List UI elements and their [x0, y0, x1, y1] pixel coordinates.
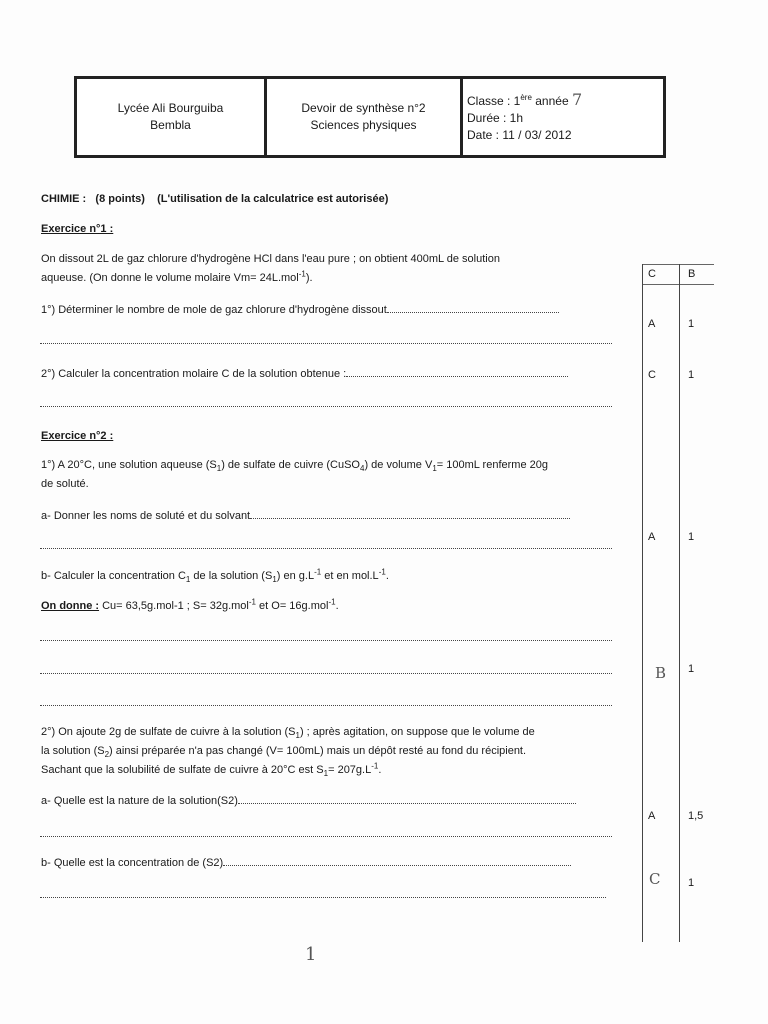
grid-criterion: A: [648, 531, 656, 543]
exercise-2-part2-line2: la solution $(S_2)$ ainsi préparée n'a pas changé (V= 100mL) mais un dépôt resté au fond du récipient.: [41, 745, 527, 760]
exercise-2-question-a: a- Donner les noms de soluté et du solvant: [41, 510, 570, 522]
info-cell: [460, 79, 663, 155]
exercise-2-part2-line3: Sachant que la solubilité de sulfate de cuivre à 20°C est $S_1= 207g.L^{-1}$.: [41, 761, 382, 779]
grid-middle-border: [679, 264, 680, 942]
grid-score: 1: [688, 877, 695, 889]
grid-header-border: [642, 284, 714, 285]
grid-top-border: [642, 264, 714, 265]
grid-score: 1: [688, 318, 695, 330]
class-info: Classe : 1ère année 7: [467, 89, 583, 109]
grid-criterion-handwritten: C: [649, 870, 661, 888]
school-town: Bembla: [150, 118, 191, 132]
exercise-1-question-2: 2°) Calculer la concentration molaire C de la solution obtenue :: [41, 368, 568, 380]
school-cell: [77, 79, 264, 155]
given-values: On donne : Cu= 63,5g.mol-1 ; S= 32g.mol$^{-1}$ et O= 16g.mol$^{-1}$.: [41, 597, 339, 612]
answer-line[interactable]: [40, 673, 612, 674]
school-name: Lycée Ali Bourguiba: [117, 101, 224, 115]
duration-info: Durée : 1h: [467, 110, 524, 125]
grid-column-b-header: B: [688, 268, 696, 280]
answer-line[interactable]: [40, 836, 612, 837]
exercise-2-part2-line1: 2°) On ajoute 2g de sulfate de cuivre à la solution $(S_1)$ ; après agitation, on suppose que le volume de: [41, 726, 535, 741]
class-handwritten: 7: [571, 89, 583, 109]
exam-subject: Sciences physiques: [310, 118, 417, 132]
grid-left-border: [642, 264, 643, 942]
grid-score: 1: [688, 369, 695, 381]
grid-column-c-header: C: [648, 268, 656, 280]
grid-criterion-handwritten: B: [655, 664, 667, 682]
exercise-2-part1-line2: de soluté.: [41, 478, 89, 490]
answer-line[interactable]: [40, 406, 612, 407]
exam-cell: [264, 79, 460, 155]
exercise-1-question-1: 1°) Déterminer le nombre de mole de gaz chlorure d'hydrogène dissout: [41, 304, 559, 316]
exercise-2-part1-line1: 1°) A 20°C, une solution aqueuse $(S_1)$ de sulfate de cuivre (CuSO$_4$) de volume $V_1= 100mL$ renferme 20g: [41, 459, 548, 474]
exam-title: Devoir de synthèse n°2: [301, 101, 426, 115]
exercise-2-question-b2: b- Quelle est la concentration de (S2): [41, 857, 571, 869]
grid-score: 1,5: [688, 810, 704, 822]
section-heading: CHIMIE : (8 points) (L'utilisation de la calculatrice est autorisée): [41, 193, 389, 205]
answer-line[interactable]: [40, 343, 612, 344]
exercise-2-question-b: b- Calculer la concentration $C_1$ de la solution $(S_1)$ en $g.L^{-1}$ et en $mol.L^{-1}$.: [41, 567, 389, 585]
exercise-1-intro-line1: On dissout 2L de gaz chlorure d'hydrogène HCl dans l'eau pure ; on obtient 400mL de solution: [41, 253, 500, 265]
grid-score: 1: [688, 531, 695, 543]
grid-criterion: A: [648, 318, 656, 330]
grid-criterion: A: [648, 810, 656, 822]
date-info: Date : 11 / 03/ 2012: [467, 127, 572, 142]
grid-score: 1: [688, 663, 695, 675]
exercise-1-intro-line2: aqueuse. (On donne le volume molaire Vm= 24L.mol$^{-1}$).: [41, 269, 313, 284]
answer-line[interactable]: [40, 548, 612, 549]
header-table: [74, 76, 666, 158]
answer-line[interactable]: [40, 640, 612, 641]
grid-criterion: C: [648, 369, 656, 381]
answer-line[interactable]: [40, 705, 612, 706]
exercise-2-title: Exercice n°2 :: [41, 430, 114, 442]
exercise-1-title: Exercice n°1 :: [41, 223, 114, 235]
page-number: 1: [305, 944, 317, 965]
answer-line[interactable]: [40, 897, 606, 898]
exercise-2-question-a2: a- Quelle est la nature de la solution(S2): [41, 795, 576, 807]
